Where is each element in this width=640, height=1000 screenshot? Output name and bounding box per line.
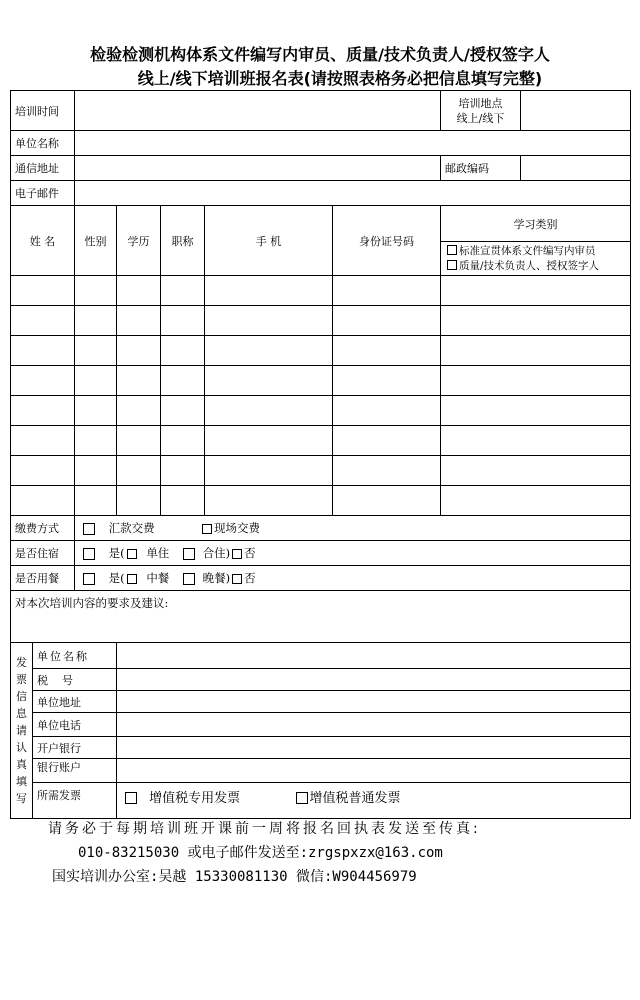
payment-label: 缴费方式 <box>11 516 75 541</box>
study-opt2-checkbox[interactable] <box>447 260 457 270</box>
meals-lunch-checkbox[interactable] <box>127 574 137 584</box>
payment-transfer-label: 汇款交费 <box>108 521 155 535</box>
email-label: 电子邮件 <box>11 181 75 206</box>
invoice-unit-name-field[interactable] <box>117 643 631 669</box>
meals-lunch-label: 中餐 <box>146 571 170 585</box>
lodging-single-label: 单住 <box>146 546 170 560</box>
col-title: 职称 <box>161 206 205 276</box>
payment-options <box>75 516 631 541</box>
email-field[interactable] <box>75 181 631 206</box>
invoice-type-options <box>117 783 631 819</box>
form-title-line1: 检验检测机构体系文件编写内审员、质量/技术负责人/授权签字人 <box>90 45 550 64</box>
invoice-type-label: 所需发票 <box>33 783 117 819</box>
lodging-shared-checkbox[interactable] <box>183 548 195 560</box>
unit-name-label: 单位名称 <box>11 131 75 156</box>
side-char: 请 <box>16 724 27 737</box>
lodging-label: 是否住宿 <box>11 541 75 566</box>
address-label: 通信地址 <box>11 156 75 181</box>
lodging-shared-label: 合住) <box>202 546 231 560</box>
lodging-single-checkbox[interactable] <box>127 549 137 559</box>
side-char: 发 <box>16 656 27 669</box>
footer-instruction: 请务必于每期培训班开课前一周将报名回执表发送至传真: <box>48 821 481 837</box>
meals-dinner-label: 晚餐) <box>202 571 231 585</box>
invoice-unit-name-label: 单位名称 <box>33 643 117 669</box>
side-char: 息 <box>16 707 27 720</box>
col-study-type: 学习类别 <box>441 206 631 242</box>
postcode-field[interactable] <box>521 156 631 181</box>
table-row[interactable] <box>11 336 631 366</box>
meals-yes-label: 是( <box>108 571 125 585</box>
invoice-special-label: 增值税专用发票 <box>149 791 241 806</box>
registration-form <box>10 90 631 819</box>
invoice-phone-label: 单位电话 <box>33 713 117 737</box>
postcode-label: 邮政编码 <box>441 156 521 181</box>
invoice-tax-no-label: 税 号 <box>33 669 117 691</box>
col-education: 学历 <box>117 206 161 276</box>
invoice-account-field[interactable] <box>117 759 631 783</box>
table-row[interactable] <box>11 396 631 426</box>
table-row[interactable] <box>11 456 631 486</box>
table-row[interactable] <box>11 486 631 516</box>
col-id-number: 身份证号码 <box>333 206 441 276</box>
location-label-1: 培训地点 <box>458 96 503 110</box>
meals-yes-checkbox[interactable] <box>83 573 95 585</box>
location-label-2: 线上/线下 <box>456 111 505 125</box>
training-time-label: 培训时间 <box>11 91 75 131</box>
invoice-phone-field[interactable] <box>117 713 631 737</box>
address-field[interactable] <box>75 156 441 181</box>
study-opt1-checkbox[interactable] <box>447 245 457 255</box>
invoice-address-label: 单位地址 <box>33 691 117 713</box>
side-char: 真 <box>16 758 27 771</box>
side-char: 写 <box>16 792 27 805</box>
col-phone: 手 机 <box>205 206 333 276</box>
table-row[interactable] <box>11 426 631 456</box>
payment-transfer-checkbox[interactable] <box>83 523 95 535</box>
invoice-bank-label: 开户银行 <box>33 737 117 759</box>
side-char: 认 <box>16 741 27 754</box>
form-title-line2: 线上/线下培训班报名表(请按照表格务必把信息填写完整) <box>137 69 543 88</box>
lodging-options <box>75 541 631 566</box>
footer-office-contact: 国实培训办公室:吴越 15330081130 微信:W904456979 <box>52 869 417 885</box>
meals-no-label: 否 <box>244 571 256 585</box>
meals-dinner-checkbox[interactable] <box>183 573 195 585</box>
invoice-tax-no-field[interactable] <box>117 669 631 691</box>
invoice-side-label <box>11 643 33 819</box>
invoice-address-field[interactable] <box>117 691 631 713</box>
table-row[interactable] <box>11 366 631 396</box>
side-char: 填 <box>16 775 27 788</box>
suggestions-label: 对本次培训内容的要求及建议: <box>15 596 169 610</box>
lodging-yes-checkbox[interactable] <box>83 548 95 560</box>
col-gender: 性别 <box>75 206 117 276</box>
payment-onsite-checkbox[interactable] <box>202 524 212 534</box>
meals-no-checkbox[interactable] <box>232 574 242 584</box>
invoice-normal-label: 增值税普通发票 <box>309 791 401 806</box>
study-type-options <box>441 242 631 276</box>
unit-name-field[interactable] <box>75 131 631 156</box>
footer-contact-fax-email: 010-83215030 或电子邮件发送至:zrgspxzx@163.com <box>78 845 443 861</box>
invoice-bank-field[interactable] <box>117 737 631 759</box>
lodging-no-checkbox[interactable] <box>232 549 242 559</box>
lodging-yes-label: 是( <box>108 546 125 560</box>
side-char: 票 <box>16 673 27 686</box>
side-char: 信 <box>16 690 27 703</box>
training-location-field[interactable] <box>521 91 631 131</box>
table-row[interactable] <box>11 306 631 336</box>
training-location-label <box>441 91 521 131</box>
meals-label: 是否用餐 <box>11 566 75 591</box>
invoice-special-checkbox[interactable] <box>125 792 137 804</box>
study-opt1-label: 标准宣贯体系文件编写内审员 <box>459 244 596 257</box>
table-row[interactable] <box>11 276 631 306</box>
payment-onsite-label: 现场交费 <box>213 521 260 535</box>
meals-options <box>75 566 631 591</box>
suggestions-field[interactable] <box>11 591 631 643</box>
training-time-field[interactable] <box>75 91 441 131</box>
study-opt2-label: 质量/技术负责人、授权签字人 <box>459 259 600 272</box>
col-name: 姓 名 <box>11 206 75 276</box>
invoice-normal-checkbox[interactable] <box>296 792 308 804</box>
lodging-no-label: 否 <box>244 546 256 560</box>
invoice-account-label: 银行账户 <box>33 759 117 783</box>
